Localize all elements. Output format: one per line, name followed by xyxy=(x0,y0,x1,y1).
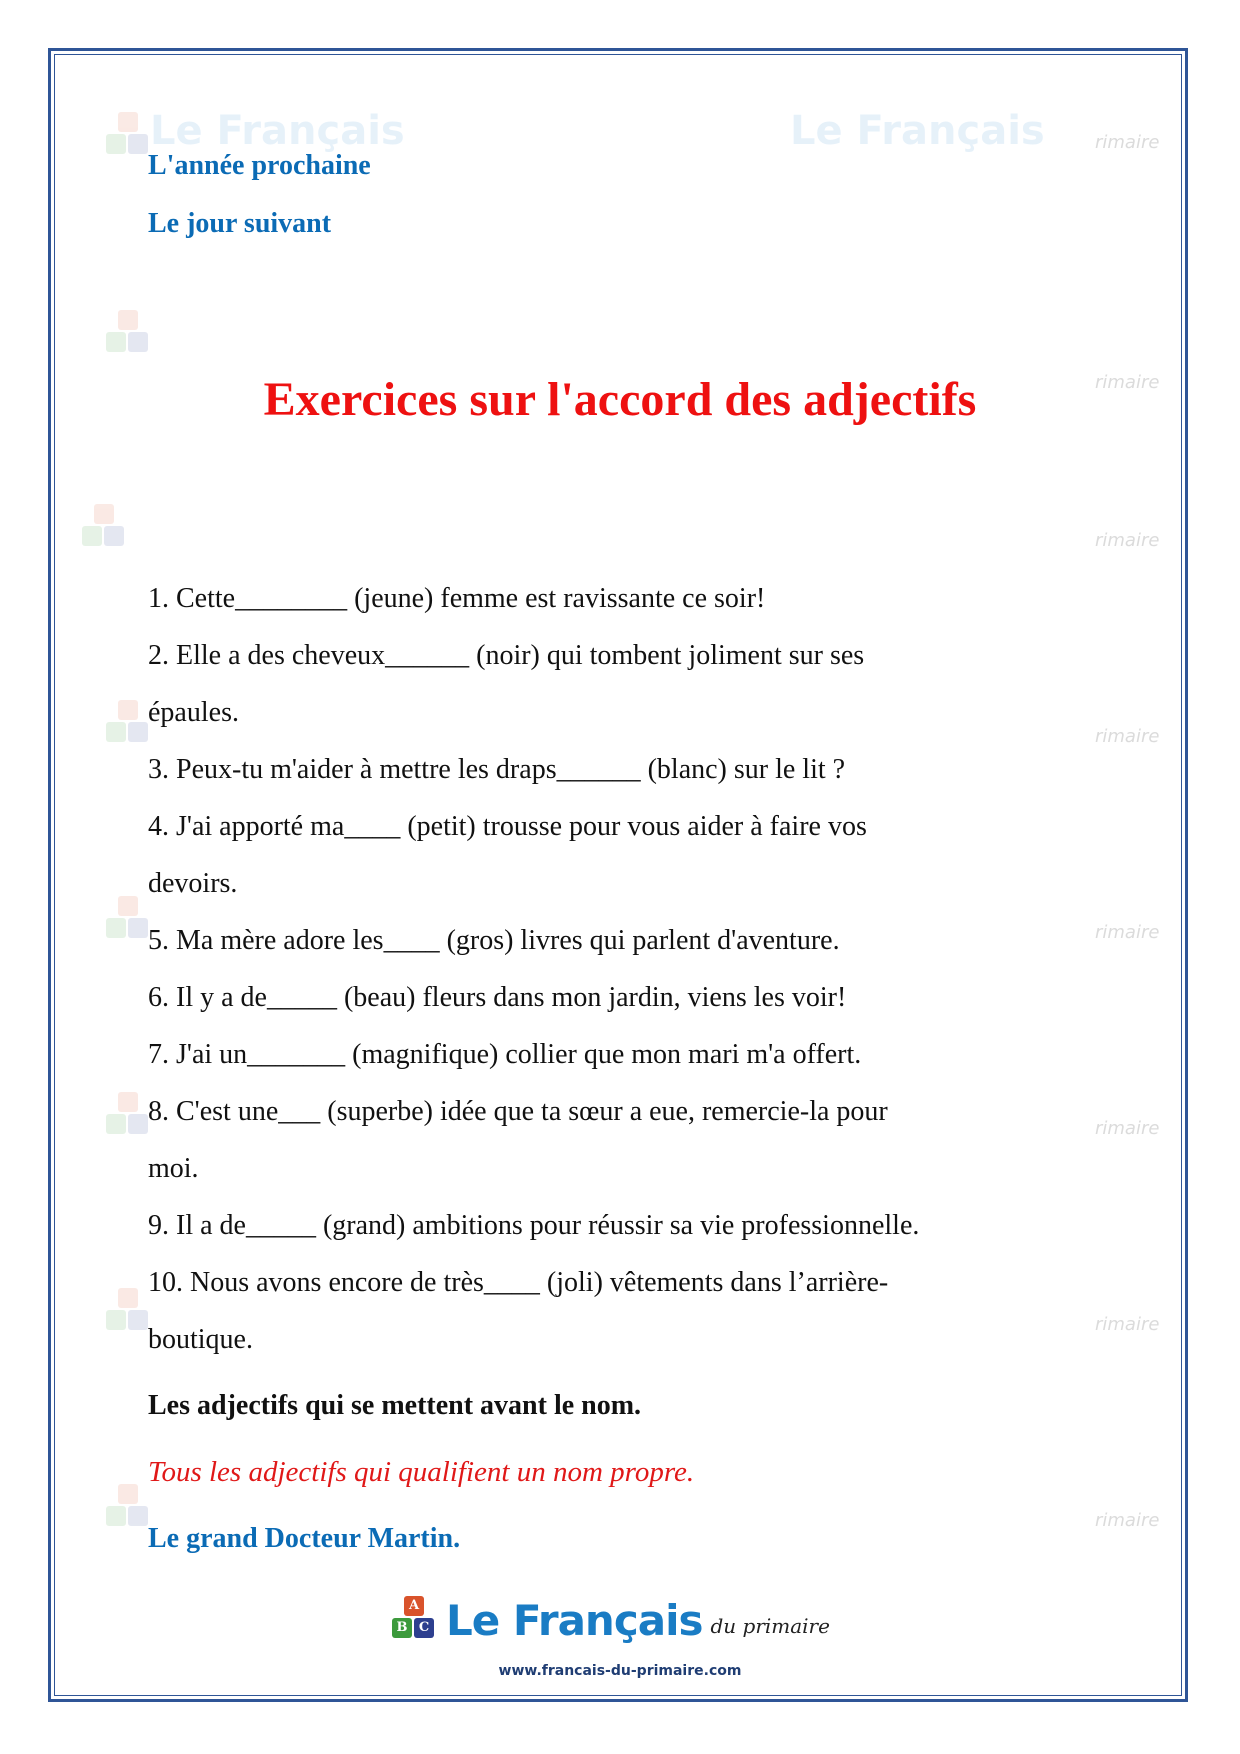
exercise-line: 9. Il a de_____ (grand) ambitions pour réussir sa vie professionnelle. xyxy=(148,1210,920,1241)
watermark-side: rimaire xyxy=(1095,372,1160,393)
header-line-jour: Le jour suivant xyxy=(148,208,332,239)
watermark-text: Le Français xyxy=(790,108,1045,154)
page-title: Exercices sur l'accord des adjectifs xyxy=(263,373,977,426)
exercise-line: moi. xyxy=(148,1153,199,1184)
watermark-side: rimaire xyxy=(1095,1118,1160,1139)
logo-subtitle: du primaire xyxy=(710,1614,830,1638)
watermark-side: rimaire xyxy=(1095,530,1160,551)
exercise-line: 7. J'ai un_______ (magnifique) collier que mon mari m'a offert. xyxy=(148,1039,862,1070)
footer-logo xyxy=(390,1596,830,1645)
exercise-line: 6. Il y a de_____ (beau) fleurs dans mon jardin, viens les voir! xyxy=(148,982,847,1013)
footer-url-link[interactable]: www.francais-du-primaire.com xyxy=(498,1663,742,1679)
exercise-line: 8. C'est une___ (superbe) idée que ta sœur a eue, remercie-la pour xyxy=(148,1096,888,1127)
exercise-line: 1. Cette________ (jeune) femme est ravissante ce soir! xyxy=(148,583,766,614)
watermark-side: rimaire xyxy=(1095,1314,1160,1335)
watermark-side: rimaire xyxy=(1095,132,1160,153)
watermark-side: rimaire xyxy=(1095,726,1160,747)
header-line-annee: L'année prochaine xyxy=(148,150,371,181)
watermark-side: rimaire xyxy=(1095,922,1160,943)
watermark-side: rimaire xyxy=(1095,1510,1160,1531)
exercise-line: devoirs. xyxy=(148,868,238,899)
logo-title: Le Français xyxy=(446,1596,703,1645)
exercise-line: épaules. xyxy=(148,697,239,728)
exercise-line: boutique. xyxy=(148,1324,253,1355)
rule-note: Tous les adjectifs qui qualifient un nom propre. xyxy=(148,1456,695,1488)
exercise-line: 4. J'ai apporté ma____ (petit) trousse pour vous aider à faire vos xyxy=(148,811,867,842)
exercise-line: 10. Nous avons encore de très____ (joli) vêtements dans l’arrière- xyxy=(148,1267,889,1298)
rule-example: Le grand Docteur Martin. xyxy=(148,1523,461,1554)
exercise-line: 5. Ma mère adore les____ (gros) livres qui parlent d'aventure. xyxy=(148,925,840,956)
exercise-line: 3. Peux-tu m'aider à mettre les draps______ (blanc) sur le lit ? xyxy=(148,754,846,785)
watermark-text: Le Français xyxy=(150,108,405,154)
exercise-line: 2. Elle a des cheveux______ (noir) qui tombent joliment sur ses xyxy=(148,640,865,671)
abc-blocks-icon: A B C xyxy=(390,1596,438,1642)
rule-heading: Les adjectifs qui se mettent avant le nom. xyxy=(148,1390,642,1421)
